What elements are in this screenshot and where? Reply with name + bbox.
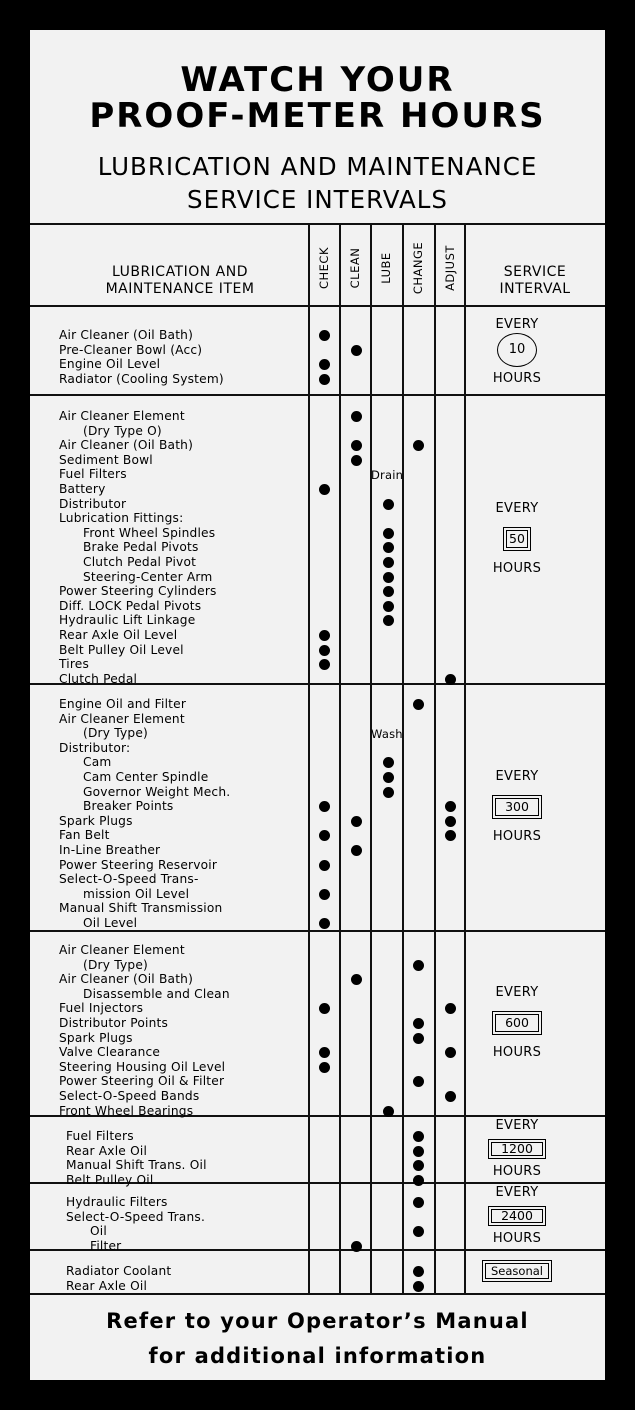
maintenance-item: In-Line Breather [59, 843, 161, 857]
maintenance-item: Rear Axle Oil [66, 1143, 148, 1158]
interval-hours: HOURS [492, 1163, 542, 1179]
service-dot-adjust [445, 830, 456, 841]
maintenance-item: (Dry Type O) [83, 423, 162, 438]
maintenance-item: Air Cleaner Element [59, 409, 185, 423]
interval-hours: HOURS [492, 560, 542, 576]
maintenance-item: Manual Shift Transmission [59, 901, 223, 916]
maintenance-item: Distributor [59, 496, 127, 511]
service-dot-change [413, 1076, 424, 1087]
maintenance-item: Fuel Filters [59, 467, 127, 482]
service-dot-lube [383, 601, 394, 612]
title-line1: WATCH YOUR [180, 60, 455, 100]
maintenance-item: Spark Plugs [59, 813, 133, 828]
interval-hours: HOURS [492, 371, 542, 386]
maintenance-item: Steering Housing Oil Level [59, 1059, 226, 1074]
footer-line1: Refer to your Operator’s Manual [106, 1309, 529, 1333]
header-item-line2: MAINTENANCE ITEM [105, 281, 255, 297]
maintenance-item: Air Cleaner (Oil Bath) [59, 972, 194, 987]
rule-vertical [434, 223, 436, 1293]
service-dot-check [319, 330, 330, 341]
maintenance-item: Oil Level [83, 916, 138, 930]
rule-vertical [402, 223, 404, 1293]
maintenance-item: Cam [83, 755, 112, 770]
maintenance-item: Diff. LOCK Pedal Pivots [59, 598, 202, 613]
interval-value [492, 1011, 542, 1035]
rule-horizontal [30, 305, 605, 307]
interval-hours: HOURS [492, 1044, 542, 1060]
maintenance-item: (Dry Type) [83, 726, 148, 741]
maintenance-item: Pre-Cleaner Bowl (Acc) [59, 342, 203, 357]
maintenance-item: Select-O-Speed Bands [59, 1089, 200, 1103]
interval-value-text: 300 [495, 798, 539, 816]
maintenance-item: Clutch Pedal [59, 671, 138, 686]
service-dot-change [413, 1033, 424, 1044]
column-header-check [309, 233, 339, 303]
interval-every: EVERY [495, 1184, 539, 1200]
maintenance-item: Fuel Filters [66, 1129, 134, 1143]
column-header-label: CHECK [317, 246, 331, 290]
service-dot-change [413, 1160, 424, 1171]
maintenance-item: Lubrication Fittings: [59, 511, 184, 526]
service-dot-change [413, 1131, 424, 1142]
service-dot-adjust [445, 801, 456, 812]
service-note: Wash [371, 727, 403, 742]
interval-value [492, 795, 542, 819]
service-dot-adjust [445, 674, 456, 685]
service-dot-check [319, 889, 330, 900]
column-header-label: CLEAN [348, 247, 362, 289]
maintenance-item: Disassemble and Clean [83, 986, 230, 1001]
service-dot-check [319, 374, 330, 385]
service-dot-check [319, 1047, 330, 1058]
service-dot-lube [383, 772, 394, 783]
maintenance-item: Power Steering Cylinders [59, 584, 217, 599]
service-dot-adjust [445, 816, 456, 827]
service-dot-clean [351, 816, 362, 827]
service-dot-check [319, 918, 330, 929]
service-dot-change [413, 1281, 424, 1292]
subtitle-line1: LUBRICATION AND MAINTENANCE [97, 152, 538, 181]
rule-vertical [339, 223, 341, 1293]
service-dot-lube [383, 787, 394, 798]
maintenance-item: Steering-Center Arm [83, 569, 213, 584]
maintenance-item: Valve Clearance [59, 1045, 161, 1060]
service-dot-check [319, 659, 330, 670]
service-dot-clean [351, 440, 362, 451]
service-dot-check [319, 830, 330, 841]
column-header-label: CHANGE [411, 241, 425, 295]
interval-value [488, 1139, 546, 1159]
service-dot-change [413, 1197, 424, 1208]
interval-value [482, 1260, 552, 1282]
header-item-line1: LUBRICATION AND [111, 264, 249, 280]
maintenance-item: Air Cleaner Element [59, 943, 185, 957]
interval-value-text: 50 [506, 530, 528, 548]
rule-vertical [370, 223, 372, 1293]
header-interval [465, 264, 605, 298]
service-dot-lube [383, 528, 394, 539]
column-header-adjust [435, 233, 465, 303]
service-dot-check [319, 645, 330, 656]
maintenance-item: Air Cleaner (Oil Bath) [59, 438, 194, 453]
maintenance-item: Air Cleaner Element [59, 711, 185, 726]
footer-line2: for additional information [148, 1344, 487, 1368]
rule-horizontal [30, 223, 605, 225]
maintenance-item: Governor Weight Mech. [83, 784, 231, 799]
service-dot-lube [383, 557, 394, 568]
column-header-lube [371, 233, 401, 303]
interval-value-text: 2400 [491, 1209, 543, 1223]
service-dot-change [413, 1266, 424, 1277]
maintenance-item: Power Steering Oil & Filter [59, 1074, 225, 1089]
interval-value [503, 527, 531, 551]
interval-every: EVERY [495, 984, 539, 1000]
chart-panel [30, 30, 605, 1380]
maintenance-item: Spark Plugs [59, 1030, 133, 1045]
service-dot-lube [383, 1106, 394, 1117]
service-dot-check [319, 801, 330, 812]
maintenance-item: Radiator (Cooling System) [59, 371, 224, 386]
rule-horizontal [30, 1293, 605, 1295]
maintenance-item: Cam Center Spindle [83, 770, 209, 784]
interval-value [488, 1206, 546, 1226]
service-dot-clean [351, 845, 362, 856]
interval-every: EVERY [495, 1117, 539, 1133]
service-dot-change [413, 1175, 424, 1186]
maintenance-item: Hydraulic Lift Linkage [59, 613, 196, 628]
maintenance-item: Engine Oil Level [59, 357, 161, 372]
title-line2: PROOF-METER HOURS [89, 96, 546, 136]
service-dot-check [319, 1062, 330, 1073]
maintenance-item: Belt Pulley Oil [66, 1172, 154, 1187]
service-dot-adjust [445, 1047, 456, 1058]
service-dot-lube [383, 572, 394, 583]
service-dot-clean [351, 455, 362, 466]
service-dot-check [319, 860, 330, 871]
service-dot-adjust [445, 1091, 456, 1102]
service-dot-check [319, 484, 330, 495]
maintenance-item: Hydraulic Filters [66, 1195, 168, 1209]
column-header-clean [340, 233, 370, 303]
service-dot-change [413, 699, 424, 710]
service-dot-lube [383, 542, 394, 553]
maintenance-item: Select-O-Speed Trans. [66, 1209, 206, 1224]
maintenance-item: Tires [59, 657, 90, 672]
maintenance-item: Fuel Injectors [59, 1001, 144, 1016]
maintenance-item: Belt Pulley Oil Level [59, 642, 184, 657]
service-dot-change [413, 1226, 424, 1237]
header-interval-line1: SERVICE [503, 264, 567, 280]
maintenance-item: Select-O-Speed Trans- [59, 872, 199, 887]
maintenance-item: Sediment Bowl [59, 452, 153, 467]
interval-every: EVERY [495, 768, 539, 784]
maintenance-item: Brake Pedal Pivots [83, 540, 199, 555]
maintenance-item: Front Wheel Spindles [83, 525, 216, 540]
interval-value-text: Seasonal [485, 1263, 549, 1279]
maintenance-item: Battery [59, 482, 106, 496]
subtitle-line2: SERVICE INTERVALS [187, 185, 448, 214]
interval-value-text: 1200 [491, 1142, 543, 1156]
maintenance-item: Rear Axle Oil Level [59, 628, 178, 642]
maintenance-item: Manual Shift Trans. Oil [66, 1158, 207, 1173]
service-dot-clean [351, 1241, 362, 1252]
interval-value-text: 600 [495, 1014, 539, 1032]
maintenance-item: Front Wheel Bearings [59, 1103, 194, 1118]
maintenance-item: mission Oil Level [83, 886, 190, 901]
service-dot-check [319, 630, 330, 641]
maintenance-item: Radiator Coolant [66, 1264, 172, 1278]
interval-hours: HOURS [492, 828, 542, 844]
service-dot-change [413, 1146, 424, 1157]
interval-every: EVERY [495, 317, 539, 332]
maintenance-item: Power Steering Reservoir [59, 857, 218, 872]
maintenance-item: Oil [90, 1224, 107, 1239]
service-dot-adjust [445, 1003, 456, 1014]
service-dot-lube [383, 757, 394, 768]
column-header-change [403, 233, 433, 303]
interval-every: EVERY [495, 500, 539, 516]
service-dot-lube [383, 586, 394, 597]
maintenance-item: Filter [90, 1238, 122, 1253]
rule-horizontal [30, 394, 605, 396]
maintenance-item: Distributor: [59, 740, 131, 755]
service-dot-check [319, 1003, 330, 1014]
service-dot-check [319, 359, 330, 370]
maintenance-item: Engine Oil and Filter [59, 697, 187, 711]
service-dot-clean [351, 411, 362, 422]
service-dot-clean [351, 974, 362, 985]
service-dot-change [413, 960, 424, 971]
service-note: Drain [371, 468, 404, 483]
header-interval-line2: INTERVAL [499, 281, 571, 297]
rule-vertical [464, 223, 466, 1293]
maintenance-item: Rear Axle Oil [66, 1278, 148, 1293]
interval-hours: HOURS [492, 1230, 542, 1246]
maintenance-item: Fan Belt [59, 828, 110, 843]
interval-value: 10 [497, 333, 537, 367]
maintenance-item: Distributor Points [59, 1016, 169, 1030]
service-dot-lube [383, 615, 394, 626]
maintenance-item: (Dry Type) [83, 957, 148, 972]
column-header-label: LUBE [379, 252, 393, 284]
header-item [30, 264, 330, 298]
column-header-label: ADJUST [443, 245, 457, 291]
maintenance-item: Breaker Points [83, 799, 174, 814]
maintenance-item: Clutch Pedal Pivot [83, 555, 197, 569]
rule-vertical [308, 223, 310, 1293]
maintenance-item: Air Cleaner (Oil Bath) [59, 328, 194, 342]
service-dot-lube [383, 499, 394, 510]
service-dot-clean [351, 345, 362, 356]
service-dot-change [413, 1018, 424, 1029]
service-dot-change [413, 440, 424, 451]
